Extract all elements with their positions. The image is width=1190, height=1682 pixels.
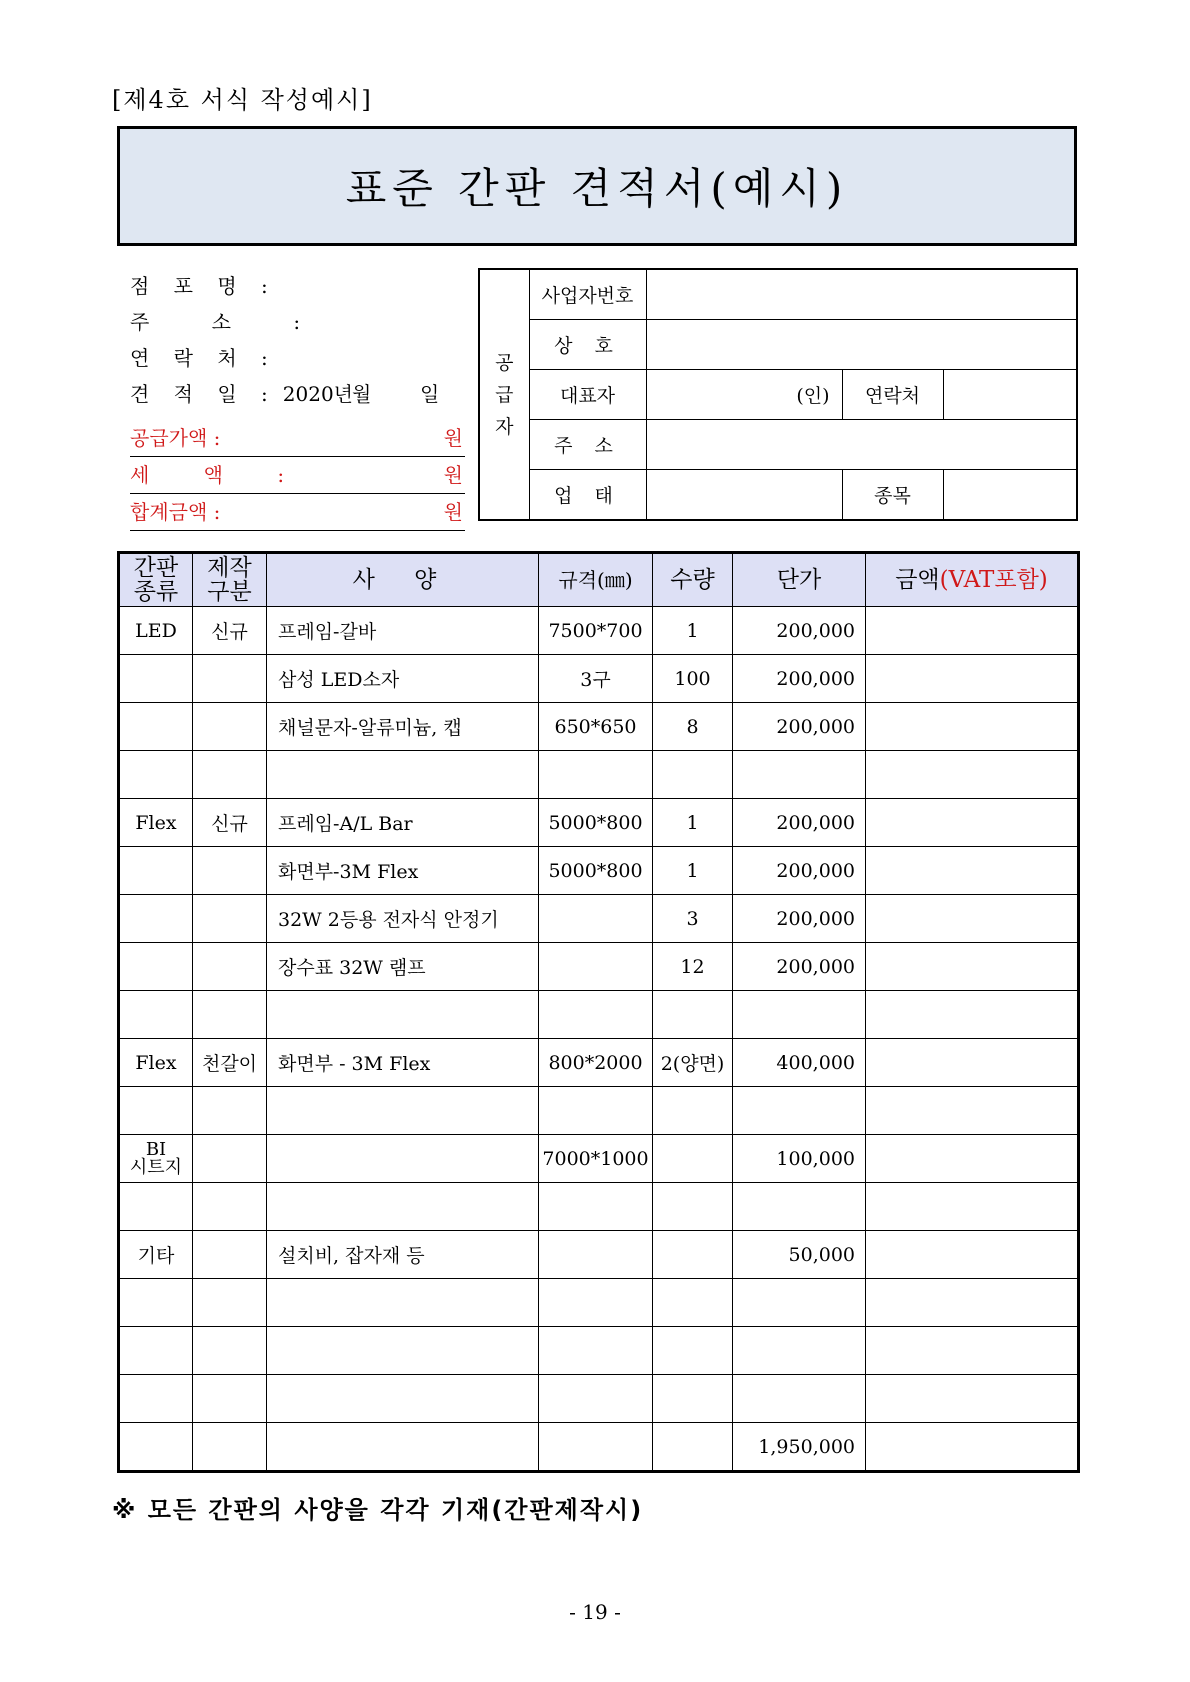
table-row <box>119 655 1079 703</box>
cell-amount[interactable] <box>866 1327 1079 1375</box>
cell-qty[interactable]: 2(양면) <box>653 1039 733 1087</box>
cell-amount[interactable] <box>866 1423 1079 1472</box>
cell-size[interactable] <box>539 1375 653 1423</box>
cell-work[interactable]: 천갈이 <box>193 1039 267 1087</box>
header-amount-vat-note: (VAT포함) <box>939 567 1048 593</box>
phone-label: 연락처 <box>842 370 943 420</box>
cell-work[interactable] <box>193 1231 267 1279</box>
cell-work[interactable] <box>193 1183 267 1231</box>
cell-price[interactable] <box>733 1183 866 1231</box>
address-label: 주 소 : <box>130 310 329 334</box>
cell-size[interactable] <box>539 1327 653 1375</box>
quote-date-label: 견 적 일 : <box>130 382 277 406</box>
cell-type[interactable]: BI 시트지 <box>119 1135 193 1183</box>
representative-label: 대표자 <box>529 370 646 420</box>
cell-price[interactable] <box>733 1375 866 1423</box>
items-body <box>119 607 1079 1472</box>
supply-amount-row <box>130 422 465 457</box>
total-amount-unit: 원 <box>443 500 463 524</box>
contact-row <box>130 340 470 376</box>
cell-type[interactable] <box>119 943 193 991</box>
cell-qty[interactable] <box>653 1375 733 1423</box>
table-row <box>119 1087 1079 1135</box>
cell-size[interactable] <box>539 895 653 943</box>
cell-price[interactable] <box>733 1327 866 1375</box>
cell-size[interactable] <box>539 1231 653 1279</box>
contact-label: 연 락 처 : <box>130 346 277 370</box>
cell-qty[interactable]: 1 <box>653 847 733 895</box>
cell-size[interactable]: 800*2000 <box>539 1039 653 1087</box>
header-work-type: 제작 구분 <box>193 553 267 607</box>
quote-info <box>130 268 470 531</box>
cell-type[interactable] <box>119 1375 193 1423</box>
business-type-label: 업 태 <box>529 470 646 521</box>
cell-spec[interactable]: 프레임-A/L Bar <box>267 799 539 847</box>
address-row <box>130 304 470 340</box>
footnote: ※ 모든 간판의 사양을 각각 기재(간판제작시) <box>112 1496 644 1524</box>
cell-amount[interactable] <box>866 607 1079 655</box>
cell-amount[interactable] <box>866 895 1079 943</box>
header-qty: 수량 <box>653 553 733 607</box>
cell-type[interactable] <box>119 1183 193 1231</box>
cell-size[interactable]: 3구 <box>539 655 653 703</box>
supplier-vertical-label: 공 급 자 <box>479 269 529 520</box>
table-row <box>119 943 1079 991</box>
cell-qty[interactable] <box>653 1231 733 1279</box>
cell-size[interactable] <box>539 1279 653 1327</box>
cell-work[interactable] <box>193 847 267 895</box>
cell-qty[interactable]: 12 <box>653 943 733 991</box>
cell-amount[interactable] <box>866 1087 1079 1135</box>
items-header-row <box>119 553 1079 607</box>
cell-work[interactable] <box>193 655 267 703</box>
form-label: [제4호 서식 작성예시] <box>112 86 373 114</box>
cell-type[interactable] <box>119 847 193 895</box>
cell-size[interactable] <box>539 1183 653 1231</box>
cell-type[interactable] <box>119 1279 193 1327</box>
supply-amount-unit: 원 <box>443 426 463 450</box>
cell-spec[interactable]: 삼성 LED소자 <box>267 655 539 703</box>
table-row <box>119 847 1079 895</box>
cell-amount[interactable] <box>866 1135 1079 1183</box>
cell-price[interactable]: 200,000 <box>733 799 866 847</box>
cell-type[interactable] <box>119 991 193 1039</box>
company-label: 상 호 <box>529 320 646 370</box>
cell-price[interactable]: 200,000 <box>733 895 866 943</box>
cell-amount[interactable] <box>866 991 1079 1039</box>
cell-amount[interactable] <box>866 1039 1079 1087</box>
business-number-label: 사업자번호 <box>529 269 646 320</box>
cell-qty[interactable]: 100 <box>653 655 733 703</box>
quote-date-year: 2020년 <box>282 382 353 406</box>
cell-work[interactable] <box>193 751 267 799</box>
cell-price[interactable] <box>733 751 866 799</box>
cell-qty[interactable] <box>653 1183 733 1231</box>
cell-type[interactable]: LED <box>119 607 193 655</box>
header-sign-type: 간판 종류 <box>119 553 193 607</box>
cell-type[interactable] <box>119 703 193 751</box>
cell-spec[interactable]: 장수표 32W 램프 <box>267 943 539 991</box>
cell-price[interactable]: 200,000 <box>733 607 866 655</box>
cell-work[interactable] <box>193 1423 267 1472</box>
cell-spec[interactable] <box>267 1375 539 1423</box>
cell-work[interactable] <box>193 1327 267 1375</box>
document-title: 표준 간판 견적서(예시) <box>345 164 849 213</box>
tax-amount-label: 세 액 : <box>130 463 309 487</box>
cell-price[interactable]: 100,000 <box>733 1135 866 1183</box>
table-row <box>119 1327 1079 1375</box>
supplier-address-label: 주 소 <box>529 420 646 470</box>
cell-work[interactable] <box>193 943 267 991</box>
month-label: 월 <box>352 382 372 406</box>
day-label: 일 <box>420 382 440 406</box>
total-amount-row <box>130 496 465 531</box>
tax-amount-unit: 원 <box>443 463 463 487</box>
cell-qty[interactable] <box>653 1087 733 1135</box>
cell-spec[interactable]: 채널문자-알류미늄, 캡 <box>267 703 539 751</box>
table-row <box>119 1279 1079 1327</box>
cell-qty[interactable] <box>653 1327 733 1375</box>
cell-spec[interactable]: 프레임-갈바 <box>267 607 539 655</box>
cell-size[interactable] <box>539 991 653 1039</box>
cell-work[interactable]: 신규 <box>193 607 267 655</box>
cell-size[interactable]: 5000*800 <box>539 799 653 847</box>
cell-amount[interactable] <box>866 943 1079 991</box>
cell-spec[interactable] <box>267 1183 539 1231</box>
table-row <box>119 1135 1079 1183</box>
cell-spec[interactable] <box>267 1423 539 1472</box>
cell-price[interactable]: 200,000 <box>733 943 866 991</box>
cell-spec[interactable]: 설치비, 잡자재 등 <box>267 1231 539 1279</box>
cell-price[interactable] <box>733 1087 866 1135</box>
table-row <box>119 751 1079 799</box>
cell-type[interactable] <box>119 655 193 703</box>
cell-size[interactable] <box>539 1423 653 1472</box>
cell-size[interactable]: 5000*800 <box>539 847 653 895</box>
phone-field[interactable] <box>943 370 1077 420</box>
cell-spec[interactable] <box>267 991 539 1039</box>
table-row <box>119 1375 1079 1423</box>
cell-spec[interactable]: 화면부-3M Flex <box>267 847 539 895</box>
business-type-field[interactable] <box>646 470 842 521</box>
cell-spec[interactable] <box>267 1135 539 1183</box>
cell-qty[interactable] <box>653 1279 733 1327</box>
cell-spec[interactable] <box>267 1327 539 1375</box>
table-row <box>119 991 1079 1039</box>
supplier-table <box>478 268 1078 521</box>
tax-amount-row <box>130 459 465 494</box>
header-size: 규격(㎜) <box>539 553 653 607</box>
table-row <box>119 1039 1079 1087</box>
company-field[interactable] <box>646 320 1077 370</box>
cell-work[interactable] <box>193 895 267 943</box>
store-name-row <box>130 268 470 304</box>
header-spec: 사 양 <box>267 553 539 607</box>
header-unit-price: 단가 <box>733 553 866 607</box>
cell-qty[interactable] <box>653 1135 733 1183</box>
business-item-label: 종목 <box>842 470 943 521</box>
total-amount-label: 합계금액 : <box>130 500 221 524</box>
cell-price[interactable] <box>733 1279 866 1327</box>
supplier-address-field[interactable] <box>646 420 1077 470</box>
business-item-field[interactable] <box>943 470 1077 521</box>
cell-size[interactable] <box>539 1087 653 1135</box>
cell-type[interactable] <box>119 751 193 799</box>
cell-work[interactable] <box>193 1375 267 1423</box>
cell-qty[interactable] <box>653 991 733 1039</box>
title-box <box>117 126 1077 246</box>
cell-work[interactable] <box>193 1087 267 1135</box>
cell-amount[interactable] <box>866 1279 1079 1327</box>
cell-qty[interactable]: 3 <box>653 895 733 943</box>
cell-amount[interactable] <box>866 1375 1079 1423</box>
table-row <box>119 799 1079 847</box>
cell-price[interactable]: 400,000 <box>733 1039 866 1087</box>
cell-amount[interactable] <box>866 1183 1079 1231</box>
cell-price[interactable]: 1,950,000 <box>733 1423 866 1472</box>
cell-size[interactable] <box>539 943 653 991</box>
quote-date-row <box>130 376 470 412</box>
cell-spec[interactable]: 화면부 - 3M Flex <box>267 1039 539 1087</box>
cell-spec[interactable] <box>267 1279 539 1327</box>
items-table <box>117 551 1080 1473</box>
cell-type[interactable]: 기타 <box>119 1231 193 1279</box>
cell-work[interactable] <box>193 1279 267 1327</box>
seal-label: (인) <box>796 385 830 407</box>
cell-price[interactable] <box>733 991 866 1039</box>
table-row <box>119 703 1079 751</box>
cell-qty[interactable]: 1 <box>653 799 733 847</box>
table-row <box>119 607 1079 655</box>
cell-work[interactable] <box>193 1135 267 1183</box>
cell-price[interactable]: 50,000 <box>733 1231 866 1279</box>
cell-amount[interactable] <box>866 1231 1079 1279</box>
cell-work[interactable] <box>193 991 267 1039</box>
table-row <box>119 1183 1079 1231</box>
cell-qty[interactable] <box>653 751 733 799</box>
header-amount: 금액(VAT포함) <box>866 553 1079 607</box>
cell-type[interactable] <box>119 1423 193 1472</box>
cell-amount[interactable] <box>866 703 1079 751</box>
cell-spec[interactable] <box>267 1087 539 1135</box>
business-number-field[interactable] <box>646 269 1077 320</box>
cell-work[interactable] <box>193 703 267 751</box>
cell-size[interactable]: 7000*1000 <box>539 1135 653 1183</box>
cell-qty[interactable] <box>653 1423 733 1472</box>
cell-size[interactable]: 7500*700 <box>539 607 653 655</box>
cell-work[interactable]: 신규 <box>193 799 267 847</box>
page-number: - 19 - <box>569 1600 621 1624</box>
table-row <box>119 1423 1079 1472</box>
cell-amount[interactable] <box>866 799 1079 847</box>
cell-size[interactable]: 650*650 <box>539 703 653 751</box>
cell-type[interactable] <box>119 1327 193 1375</box>
cell-amount[interactable] <box>866 847 1079 895</box>
table-row <box>119 895 1079 943</box>
cell-price[interactable]: 200,000 <box>733 847 866 895</box>
cell-type[interactable] <box>119 1087 193 1135</box>
cell-type[interactable] <box>119 895 193 943</box>
cell-spec[interactable] <box>267 751 539 799</box>
cell-qty[interactable]: 1 <box>653 607 733 655</box>
cell-amount[interactable] <box>866 751 1079 799</box>
supply-amount-label: 공급가액 : <box>130 426 221 450</box>
representative-field[interactable] <box>646 370 842 420</box>
cell-price[interactable]: 200,000 <box>733 703 866 751</box>
cell-amount[interactable] <box>866 655 1079 703</box>
cell-type[interactable]: Flex <box>119 799 193 847</box>
table-row <box>119 1231 1079 1279</box>
cell-type[interactable]: Flex <box>119 1039 193 1087</box>
cell-size[interactable] <box>539 751 653 799</box>
cell-spec[interactable]: 32W 2등용 전자식 안정기 <box>267 895 539 943</box>
cell-qty[interactable]: 8 <box>653 703 733 751</box>
store-name-label: 점 포 명 : <box>130 274 277 298</box>
cell-price[interactable]: 200,000 <box>733 655 866 703</box>
